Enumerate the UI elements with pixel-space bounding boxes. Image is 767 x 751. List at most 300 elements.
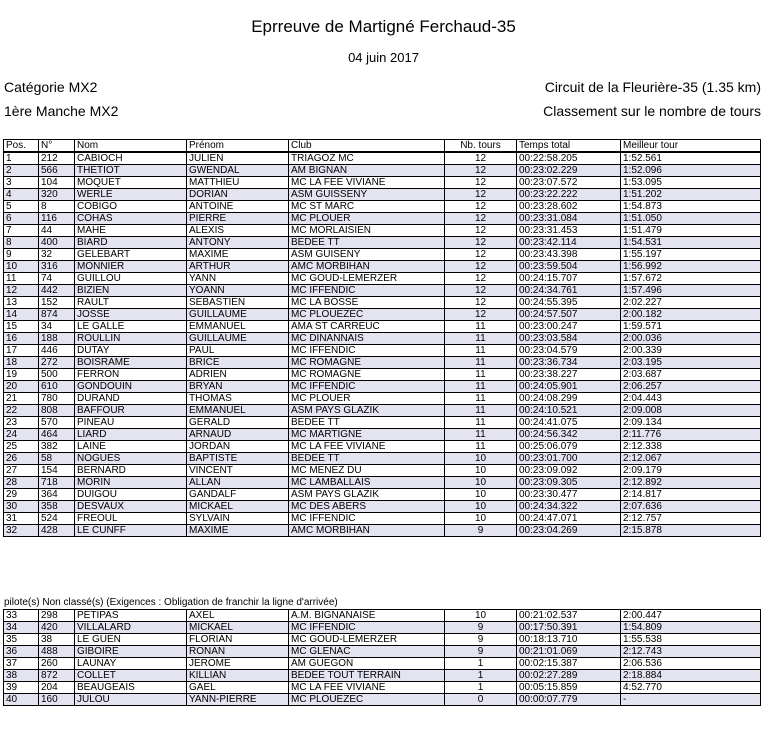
cell-nom: LAINE [75, 441, 187, 453]
cell-nom: PETIPAS [75, 610, 187, 622]
cell-nom: ROULLIN [75, 333, 187, 345]
cell-meilleur-tour: 2:18.884 [621, 670, 761, 682]
cell-nom: FREOUL [75, 513, 187, 525]
cell-meilleur-tour: 2:14.817 [621, 489, 761, 501]
cell-temps-total: 00:17:50.391 [517, 622, 621, 634]
table-row [4, 273, 761, 285]
circuit-label: Circuit de la Fleurière-35 (1.35 km) [544, 79, 761, 95]
cell-club: BEDEE TT [289, 453, 445, 465]
cell-nom: NOGUES [75, 453, 187, 465]
cell-number: 38 [39, 634, 75, 646]
cell-club: AM GUEGON [289, 658, 445, 670]
cell-meilleur-tour: 2:12.757 [621, 513, 761, 525]
cell-meilleur-tour: 1:57.672 [621, 273, 761, 285]
cell-number: 570 [39, 417, 75, 429]
cell-prenom: ALLAN [187, 477, 289, 489]
cell-nb-tours: 12 [445, 225, 517, 237]
cell-number: 358 [39, 501, 75, 513]
table-row [4, 261, 761, 273]
cell-club: MC GOUD-LEMERZER [289, 273, 445, 285]
table-header-row [4, 140, 761, 153]
cell-nom: DUIGOU [75, 489, 187, 501]
cell-nb-tours: 12 [445, 297, 517, 309]
cell-prenom: ALEXIS [187, 225, 289, 237]
cell-pos: 30 [4, 501, 39, 513]
cell-nb-tours: 1 [445, 682, 517, 694]
cell-pos: 31 [4, 513, 39, 525]
cell-pos: 37 [4, 658, 39, 670]
cell-number: 160 [39, 694, 75, 706]
cell-number: 32 [39, 249, 75, 261]
cell-meilleur-tour: 1:54.809 [621, 622, 761, 634]
cell-pos: 2 [4, 165, 39, 177]
cell-nom: BERNARD [75, 465, 187, 477]
cell-nb-tours: 11 [445, 321, 517, 333]
cell-meilleur-tour: 1:54.873 [621, 201, 761, 213]
cell-meilleur-tour: 2:12.743 [621, 646, 761, 658]
table-row [4, 249, 761, 261]
event-date: 04 juin 2017 [348, 50, 419, 65]
cell-club: MC ROMAGNE [289, 369, 445, 381]
cell-number: 8 [39, 201, 75, 213]
table-row [4, 201, 761, 213]
cell-pos: 20 [4, 381, 39, 393]
cell-meilleur-tour: 1:53.095 [621, 177, 761, 189]
table-row [4, 297, 761, 309]
cell-club: AMC MORBIHAN [289, 525, 445, 537]
cell-number: 364 [39, 489, 75, 501]
cell-prenom: JULIEN [187, 152, 289, 165]
cell-temps-total: 00:23:22.222 [517, 189, 621, 201]
cell-club: TRIAGOZ MC [289, 152, 445, 165]
cell-number: 500 [39, 369, 75, 381]
cell-temps-total: 00:23:30.477 [517, 489, 621, 501]
cell-pos: 21 [4, 393, 39, 405]
cell-pos: 16 [4, 333, 39, 345]
col-number: N° [39, 140, 75, 153]
cell-nb-tours: 11 [445, 393, 517, 405]
cell-meilleur-tour: 1:51.202 [621, 189, 761, 201]
cell-prenom: MICKAEL [187, 501, 289, 513]
cell-club: AMC MORBIHAN [289, 261, 445, 273]
cell-meilleur-tour: - [621, 694, 761, 706]
cell-meilleur-tour: 2:06.257 [621, 381, 761, 393]
cell-meilleur-tour: 2:12.067 [621, 453, 761, 465]
cell-temps-total: 00:23:31.453 [517, 225, 621, 237]
cell-nb-tours: 9 [445, 525, 517, 537]
cell-club: MC PLOUEZEC [289, 309, 445, 321]
cell-temps-total: 00:23:43.398 [517, 249, 621, 261]
classified-results-table [3, 139, 761, 537]
cell-nom: COLLET [75, 670, 187, 682]
cell-prenom: MAXIME [187, 249, 289, 261]
cell-temps-total: 00:23:09.305 [517, 477, 621, 489]
cell-number: 524 [39, 513, 75, 525]
table-row [4, 237, 761, 249]
cell-pos: 17 [4, 345, 39, 357]
cell-prenom: BRYAN [187, 381, 289, 393]
cell-prenom: ARNAUD [187, 429, 289, 441]
cell-pos: 27 [4, 465, 39, 477]
cell-pos: 23 [4, 417, 39, 429]
cell-pos: 1 [4, 152, 39, 165]
cell-prenom: SYLVAIN [187, 513, 289, 525]
cell-temps-total: 00:21:02.537 [517, 610, 621, 622]
cell-meilleur-tour: 2:07.636 [621, 501, 761, 513]
cell-nb-tours: 10 [445, 513, 517, 525]
cell-number: 58 [39, 453, 75, 465]
cell-temps-total: 00:00:07.779 [517, 694, 621, 706]
table-row [4, 345, 761, 357]
cell-nb-tours: 10 [445, 489, 517, 501]
table-row [4, 393, 761, 405]
col-club: Club [289, 140, 445, 153]
cell-club: MC MENEZ DU [289, 465, 445, 477]
cell-pos: 7 [4, 225, 39, 237]
cell-nb-tours: 11 [445, 345, 517, 357]
cell-club: MC IFFENDIC [289, 345, 445, 357]
cell-pos: 26 [4, 453, 39, 465]
cell-temps-total: 00:23:42.114 [517, 237, 621, 249]
cell-temps-total: 00:24:57.507 [517, 309, 621, 321]
cell-number: 382 [39, 441, 75, 453]
cell-temps-total: 00:23:00.247 [517, 321, 621, 333]
cell-number: 780 [39, 393, 75, 405]
cell-nb-tours: 12 [445, 165, 517, 177]
cell-club: MC LA FEE VIVIANE [289, 177, 445, 189]
cell-prenom: YANN [187, 273, 289, 285]
cell-nb-tours: 11 [445, 429, 517, 441]
cell-pos: 18 [4, 357, 39, 369]
cell-nom: BIZIEN [75, 285, 187, 297]
cell-club: MC PLOUEZEC [289, 694, 445, 706]
cell-temps-total: 00:05:15.859 [517, 682, 621, 694]
cell-nom: DESVAUX [75, 501, 187, 513]
cell-number: 44 [39, 225, 75, 237]
table-row [4, 405, 761, 417]
cell-club: ASM GUISENY [289, 249, 445, 261]
cell-temps-total: 00:23:01.700 [517, 453, 621, 465]
col-pos: Pos. [4, 140, 39, 153]
cell-pos: 13 [4, 297, 39, 309]
cell-number: 446 [39, 345, 75, 357]
cell-number: 34 [39, 321, 75, 333]
cell-pos: 8 [4, 237, 39, 249]
cell-prenom: ADRIEN [187, 369, 289, 381]
cell-number: 272 [39, 357, 75, 369]
table-row [4, 453, 761, 465]
cell-meilleur-tour: 1:52.096 [621, 165, 761, 177]
cell-prenom: JORDAN [187, 441, 289, 453]
cell-nom: MORIN [75, 477, 187, 489]
non-classified-label: pilote(s) Non classé(s) (Exigences : Obligation de franchir la ligne d'arrivée) [4, 597, 338, 608]
cell-pos: 40 [4, 694, 39, 706]
cell-temps-total: 00:24:05.901 [517, 381, 621, 393]
cell-club: MC ST MARC [289, 201, 445, 213]
cell-meilleur-tour: 2:12.892 [621, 477, 761, 489]
cell-prenom: DORIAN [187, 189, 289, 201]
cell-meilleur-tour: 2:00.036 [621, 333, 761, 345]
cell-nom: BEAUGEAIS [75, 682, 187, 694]
cell-nom: BOISRAME [75, 357, 187, 369]
cell-pos: 4 [4, 189, 39, 201]
cell-temps-total: 00:02:27.289 [517, 670, 621, 682]
cell-club: BEDEE TT [289, 417, 445, 429]
cell-pos: 15 [4, 321, 39, 333]
cell-club: MC GLENAC [289, 646, 445, 658]
table-row [4, 152, 761, 165]
table-row [4, 658, 761, 670]
table-row [4, 441, 761, 453]
table-row [4, 213, 761, 225]
cell-temps-total: 00:24:55.395 [517, 297, 621, 309]
cell-club: MC PLOUER [289, 393, 445, 405]
cell-nom: LAUNAY [75, 658, 187, 670]
cell-prenom: FLORIAN [187, 634, 289, 646]
cell-pos: 29 [4, 489, 39, 501]
cell-prenom: KILLIAN [187, 670, 289, 682]
cell-nb-tours: 11 [445, 381, 517, 393]
cell-nom: DUTAY [75, 345, 187, 357]
cell-number: 610 [39, 381, 75, 393]
cell-prenom: BRICE [187, 357, 289, 369]
category-label: Catégorie MX2 [4, 79, 98, 95]
cell-number: 74 [39, 273, 75, 285]
cell-number: 104 [39, 177, 75, 189]
cell-meilleur-tour: 2:09.134 [621, 417, 761, 429]
cell-prenom: PAUL [187, 345, 289, 357]
cell-nb-tours: 11 [445, 405, 517, 417]
cell-prenom: ANTONY [187, 237, 289, 249]
cell-nom: RAULT [75, 297, 187, 309]
cell-prenom: PIERRE [187, 213, 289, 225]
cell-pos: 12 [4, 285, 39, 297]
cell-number: 488 [39, 646, 75, 658]
cell-pos: 39 [4, 682, 39, 694]
cell-meilleur-tour: 4:52.770 [621, 682, 761, 694]
cell-prenom: GUILLAUME [187, 333, 289, 345]
cell-prenom: AXEL [187, 610, 289, 622]
cell-nom: GELEBART [75, 249, 187, 261]
cell-prenom: EMMANUEL [187, 405, 289, 417]
cell-number: 400 [39, 237, 75, 249]
cell-nom: COBIGO [75, 201, 187, 213]
table-row [4, 646, 761, 658]
cell-number: 808 [39, 405, 75, 417]
cell-club: A.M. BIGNANAISE [289, 610, 445, 622]
cell-nom: MAHE [75, 225, 187, 237]
cell-temps-total: 00:23:04.579 [517, 345, 621, 357]
cell-nom: LIARD [75, 429, 187, 441]
cell-number: 212 [39, 152, 75, 165]
col-nb-tours: Nb. tours [445, 140, 517, 153]
cell-meilleur-tour: 1:54.531 [621, 237, 761, 249]
cell-pos: 28 [4, 477, 39, 489]
cell-temps-total: 00:23:03.584 [517, 333, 621, 345]
cell-number: 298 [39, 610, 75, 622]
cell-club: AM BIGNAN [289, 165, 445, 177]
cell-nb-tours: 10 [445, 610, 517, 622]
cell-club: MC MORLAISIEN [289, 225, 445, 237]
cell-temps-total: 00:23:36.734 [517, 357, 621, 369]
table-row [4, 610, 761, 622]
cell-pos: 24 [4, 429, 39, 441]
cell-meilleur-tour: 2:00.447 [621, 610, 761, 622]
cell-nb-tours: 12 [445, 189, 517, 201]
cell-nb-tours: 11 [445, 333, 517, 345]
ranking-label: Classement sur le nombre de tours [543, 103, 761, 119]
cell-meilleur-tour: 2:11.776 [621, 429, 761, 441]
cell-meilleur-tour: 2:09.179 [621, 465, 761, 477]
cell-prenom: GANDALF [187, 489, 289, 501]
cell-meilleur-tour: 2:06.536 [621, 658, 761, 670]
cell-club: MC IFFENDIC [289, 622, 445, 634]
cell-nom: BIARD [75, 237, 187, 249]
cell-prenom: SEBASTIEN [187, 297, 289, 309]
table-row [4, 513, 761, 525]
cell-nb-tours: 12 [445, 177, 517, 189]
cell-temps-total: 00:24:34.761 [517, 285, 621, 297]
cell-pos: 3 [4, 177, 39, 189]
cell-nom: COHAS [75, 213, 187, 225]
cell-nb-tours: 12 [445, 261, 517, 273]
cell-nb-tours: 11 [445, 441, 517, 453]
cell-meilleur-tour: 2:15.878 [621, 525, 761, 537]
table-row [4, 465, 761, 477]
cell-meilleur-tour: 1:51.050 [621, 213, 761, 225]
cell-nb-tours: 12 [445, 285, 517, 297]
table-row [4, 634, 761, 646]
cell-meilleur-tour: 1:56.992 [621, 261, 761, 273]
cell-meilleur-tour: 1:59.571 [621, 321, 761, 333]
cell-club: BEDEE TOUT TERRAIN [289, 670, 445, 682]
cell-pos: 38 [4, 670, 39, 682]
cell-nom: LE GUEN [75, 634, 187, 646]
cell-number: 420 [39, 622, 75, 634]
cell-nb-tours: 12 [445, 273, 517, 285]
cell-number: 872 [39, 670, 75, 682]
cell-nom: MOQUET [75, 177, 187, 189]
cell-prenom: GWENDAL [187, 165, 289, 177]
cell-club: MC PLOUER [289, 213, 445, 225]
table-row [4, 333, 761, 345]
cell-nb-tours: 12 [445, 249, 517, 261]
cell-temps-total: 00:24:47.071 [517, 513, 621, 525]
col-temps-total: Temps total [517, 140, 621, 153]
cell-temps-total: 00:23:04.269 [517, 525, 621, 537]
cell-club: BEDEE TT [289, 237, 445, 249]
cell-temps-total: 00:23:59.504 [517, 261, 621, 273]
cell-nb-tours: 10 [445, 453, 517, 465]
cell-club: ASM PAYS GLAZIK [289, 489, 445, 501]
cell-pos: 25 [4, 441, 39, 453]
cell-club: MC DINANNAIS [289, 333, 445, 345]
cell-number: 320 [39, 189, 75, 201]
cell-nom: FERRON [75, 369, 187, 381]
cell-number: 566 [39, 165, 75, 177]
cell-prenom: GUILLAUME [187, 309, 289, 321]
cell-temps-total: 00:24:08.299 [517, 393, 621, 405]
cell-prenom: GAEL [187, 682, 289, 694]
cell-number: 154 [39, 465, 75, 477]
cell-meilleur-tour: 2:03.195 [621, 357, 761, 369]
cell-nom: VILLALARD [75, 622, 187, 634]
cell-club: MC IFFENDIC [289, 381, 445, 393]
cell-number: 464 [39, 429, 75, 441]
cell-nom: CABIOCH [75, 152, 187, 165]
cell-pos: 9 [4, 249, 39, 261]
cell-club: MC IFFENDIC [289, 513, 445, 525]
cell-prenom: BAPTISTE [187, 453, 289, 465]
table-row [4, 369, 761, 381]
cell-nb-tours: 9 [445, 622, 517, 634]
cell-prenom: MAXIME [187, 525, 289, 537]
cell-nb-tours: 12 [445, 152, 517, 165]
cell-club: MC GOUD-LEMERZER [289, 634, 445, 646]
cell-temps-total: 00:24:41.075 [517, 417, 621, 429]
cell-nb-tours: 10 [445, 477, 517, 489]
cell-number: 874 [39, 309, 75, 321]
table-row [4, 477, 761, 489]
cell-nb-tours: 12 [445, 237, 517, 249]
table-row [4, 417, 761, 429]
cell-number: 428 [39, 525, 75, 537]
cell-number: 204 [39, 682, 75, 694]
cell-temps-total: 00:18:13.710 [517, 634, 621, 646]
cell-club: AMA ST CARREUC [289, 321, 445, 333]
cell-pos: 33 [4, 610, 39, 622]
table-row [4, 165, 761, 177]
cell-prenom: ANTOINE [187, 201, 289, 213]
cell-temps-total: 00:22:58.205 [517, 152, 621, 165]
cell-meilleur-tour: 1:52.561 [621, 152, 761, 165]
col-nom: Nom [75, 140, 187, 153]
cell-meilleur-tour: 2:02.227 [621, 297, 761, 309]
cell-pos: 36 [4, 646, 39, 658]
cell-number: 152 [39, 297, 75, 309]
cell-pos: 14 [4, 309, 39, 321]
cell-number: 188 [39, 333, 75, 345]
cell-meilleur-tour: 1:55.197 [621, 249, 761, 261]
cell-pos: 5 [4, 201, 39, 213]
cell-nom: LE CUNFF [75, 525, 187, 537]
col-prenom: Prénom [187, 140, 289, 153]
cell-nb-tours: 10 [445, 501, 517, 513]
cell-nom: GUILLOU [75, 273, 187, 285]
cell-club: MC DES ABERS [289, 501, 445, 513]
table-row [4, 309, 761, 321]
non-classified-results-table [3, 609, 761, 706]
table-row [4, 429, 761, 441]
cell-meilleur-tour: 2:03.687 [621, 369, 761, 381]
cell-meilleur-tour: 1:57.496 [621, 285, 761, 297]
cell-temps-total: 00:24:10.521 [517, 405, 621, 417]
table-row [4, 525, 761, 537]
table-row [4, 694, 761, 706]
cell-pos: 32 [4, 525, 39, 537]
table-row [4, 321, 761, 333]
cell-pos: 6 [4, 213, 39, 225]
cell-temps-total: 00:24:15.707 [517, 273, 621, 285]
cell-temps-total: 00:23:07.572 [517, 177, 621, 189]
cell-pos: 22 [4, 405, 39, 417]
cell-nb-tours: 1 [445, 670, 517, 682]
table-row [4, 189, 761, 201]
cell-temps-total: 00:23:31.084 [517, 213, 621, 225]
cell-nb-tours: 1 [445, 658, 517, 670]
cell-temps-total: 00:23:09.092 [517, 465, 621, 477]
cell-meilleur-tour: 2:12.338 [621, 441, 761, 453]
